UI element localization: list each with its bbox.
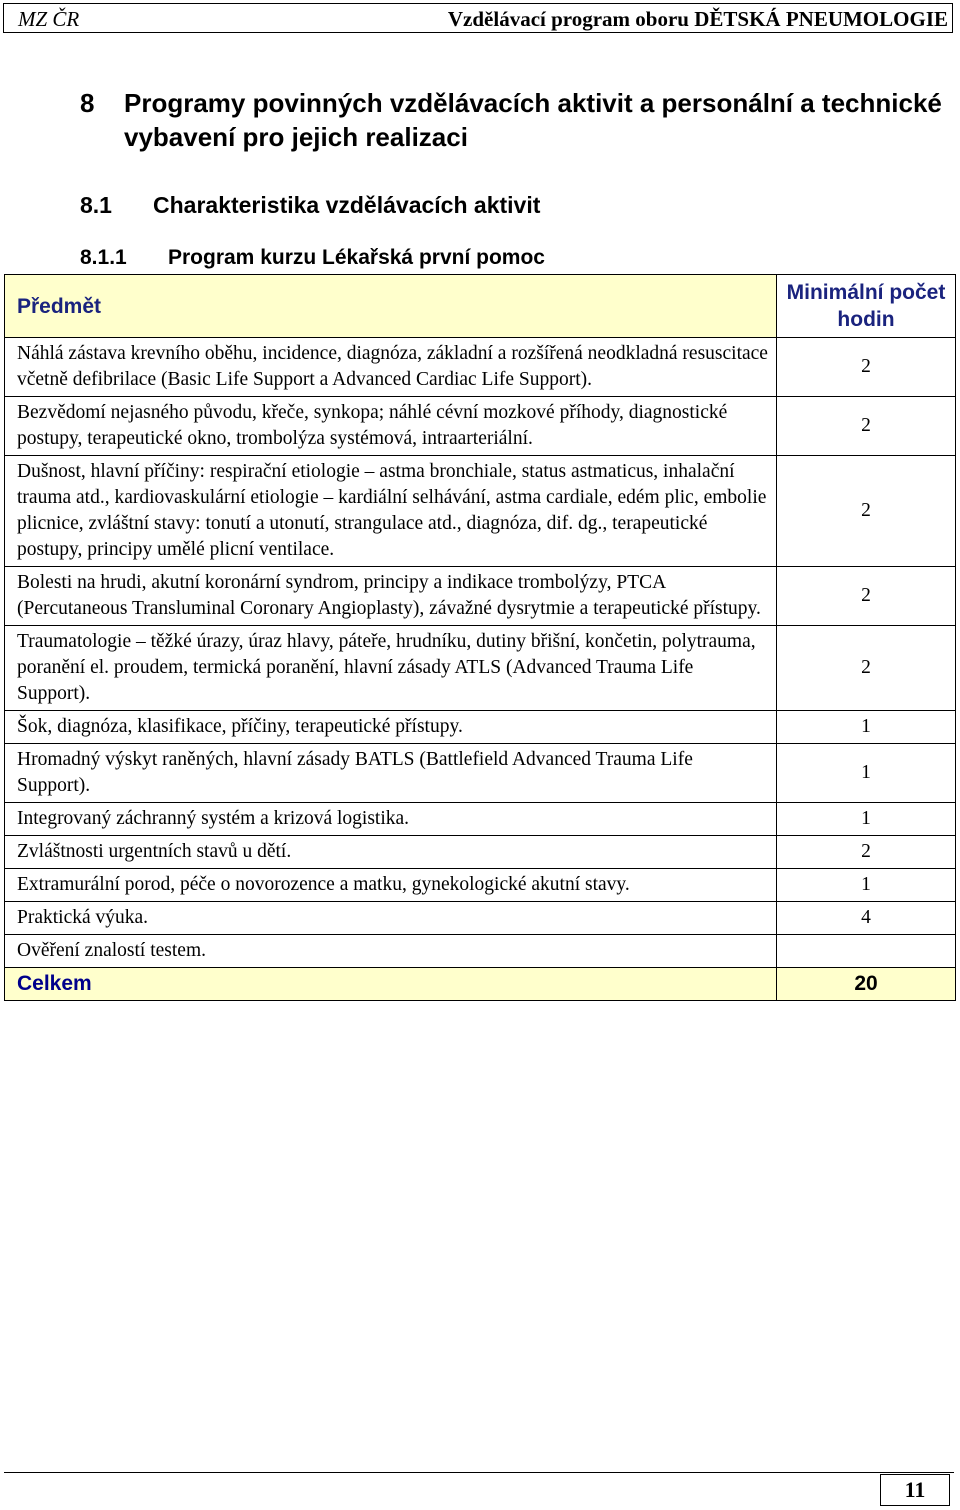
row-hours: 1 — [777, 711, 956, 744]
row-subject: Náhlá zástava krevního oběhu, incidence, diagnóza, základní a rozšířená neodkladná resuscitace včetně defibrilace (Basic Life Support a Advanced Cardiac Life Support). — [5, 338, 777, 397]
table-row — [5, 836, 956, 869]
chapter-title: Programy povinných vzdělávacích aktivit a personální a technické vybavení pro jejich realizaci — [124, 88, 942, 152]
row-subject: Traumatologie – těžké úrazy, úraz hlavy, páteře, hrudníku, dutiny břišní, končetin, polytrauma, poranění el. proudem, termická poranění, hlavní zásady ATLS (Advanced Trauma Life Support). — [5, 626, 777, 711]
table-row — [5, 338, 956, 397]
table-header-row — [5, 275, 956, 338]
section-number: 8.1 — [80, 192, 112, 218]
row-hours: 2 — [777, 567, 956, 626]
subsection-number: 8.1.1 — [80, 246, 127, 269]
table-row — [5, 456, 956, 567]
row-hours: 1 — [777, 744, 956, 803]
table-row — [5, 902, 956, 935]
total-row — [5, 968, 956, 1001]
row-hours: 4 — [777, 902, 956, 935]
header-ministry: MZ ČR — [18, 7, 80, 31]
table-row — [5, 567, 956, 626]
table-row — [5, 711, 956, 744]
chapter-number: 8 — [80, 88, 95, 118]
subsection-title: Program kurzu Lékařská první pomoc — [168, 246, 545, 269]
row-subject: Ověření znalostí testem. — [5, 935, 777, 968]
table-row — [5, 803, 956, 836]
row-hours: 1 — [777, 803, 956, 836]
row-hours: 2 — [777, 836, 956, 869]
page-header — [3, 3, 953, 33]
page-number: 11 — [880, 1474, 950, 1506]
row-subject: Zvláštnosti urgentních stavů u dětí. — [5, 836, 777, 869]
row-subject: Bolesti na hrudi, akutní koronární syndrom, principy a indikace trombolýzy, PTCA (Percutaneous Transluminal Coronary Angioplasty), závažné dysrytmie a terapeutické přístupy. — [5, 567, 777, 626]
table-row — [5, 744, 956, 803]
header-program-title: Vzdělávací program oboru DĚTSKÁ PNEUMOLOGIE — [447, 7, 948, 31]
row-subject: Extramurální porod, péče o novorozence a matku, gynekologické akutní stavy. — [5, 869, 777, 902]
row-subject: Bezvědomí nejasného původu, křeče, synkopa; náhlé cévní mozkové příhody, diagnostické postupy, terapeutické okno, trombolýza systémová, intraarteriální. — [5, 397, 777, 456]
row-subject: Praktická výuka. — [5, 902, 777, 935]
row-hours — [777, 935, 956, 968]
table-row — [5, 626, 956, 711]
row-hours: 2 — [777, 626, 956, 711]
header-subject: Předmět — [5, 275, 777, 338]
table-row — [5, 935, 956, 968]
row-hours: 2 — [777, 456, 956, 567]
row-subject: Hromadný výskyt raněných, hlavní zásady BATLS (Battlefield Advanced Trauma Life Support). — [5, 744, 777, 803]
row-subject: Integrovaný záchranný systém a krizová logistika. — [5, 803, 777, 836]
footer-divider — [4, 1472, 954, 1473]
row-hours: 1 — [777, 869, 956, 902]
table-row — [5, 869, 956, 902]
total-label: Celkem — [5, 968, 777, 1001]
row-hours: 2 — [777, 338, 956, 397]
course-table — [4, 274, 956, 1001]
section-title: Charakteristika vzdělávacích aktivit — [153, 192, 541, 218]
row-hours: 2 — [777, 397, 956, 456]
header-hours: Minimální počet hodin — [777, 275, 956, 338]
total-hours: 20 — [777, 968, 956, 1001]
row-subject: Dušnost, hlavní příčiny: respirační etiologie – astma bronchiale, status astmaticus, inhalační trauma atd., kardiovaskulární etiologie – kardiální selhávání, astma cardiale, edém plic, embolie plicnice, zvláštní stavy: tonutí a utonutí, strangulace atd., diagnóza, dif. dg., terapeutické postupy, principy umělé plicní ventilace. — [5, 456, 777, 567]
table-row — [5, 397, 956, 456]
row-subject: Šok, diagnóza, klasifikace, příčiny, terapeutické přístupy. — [5, 711, 777, 744]
